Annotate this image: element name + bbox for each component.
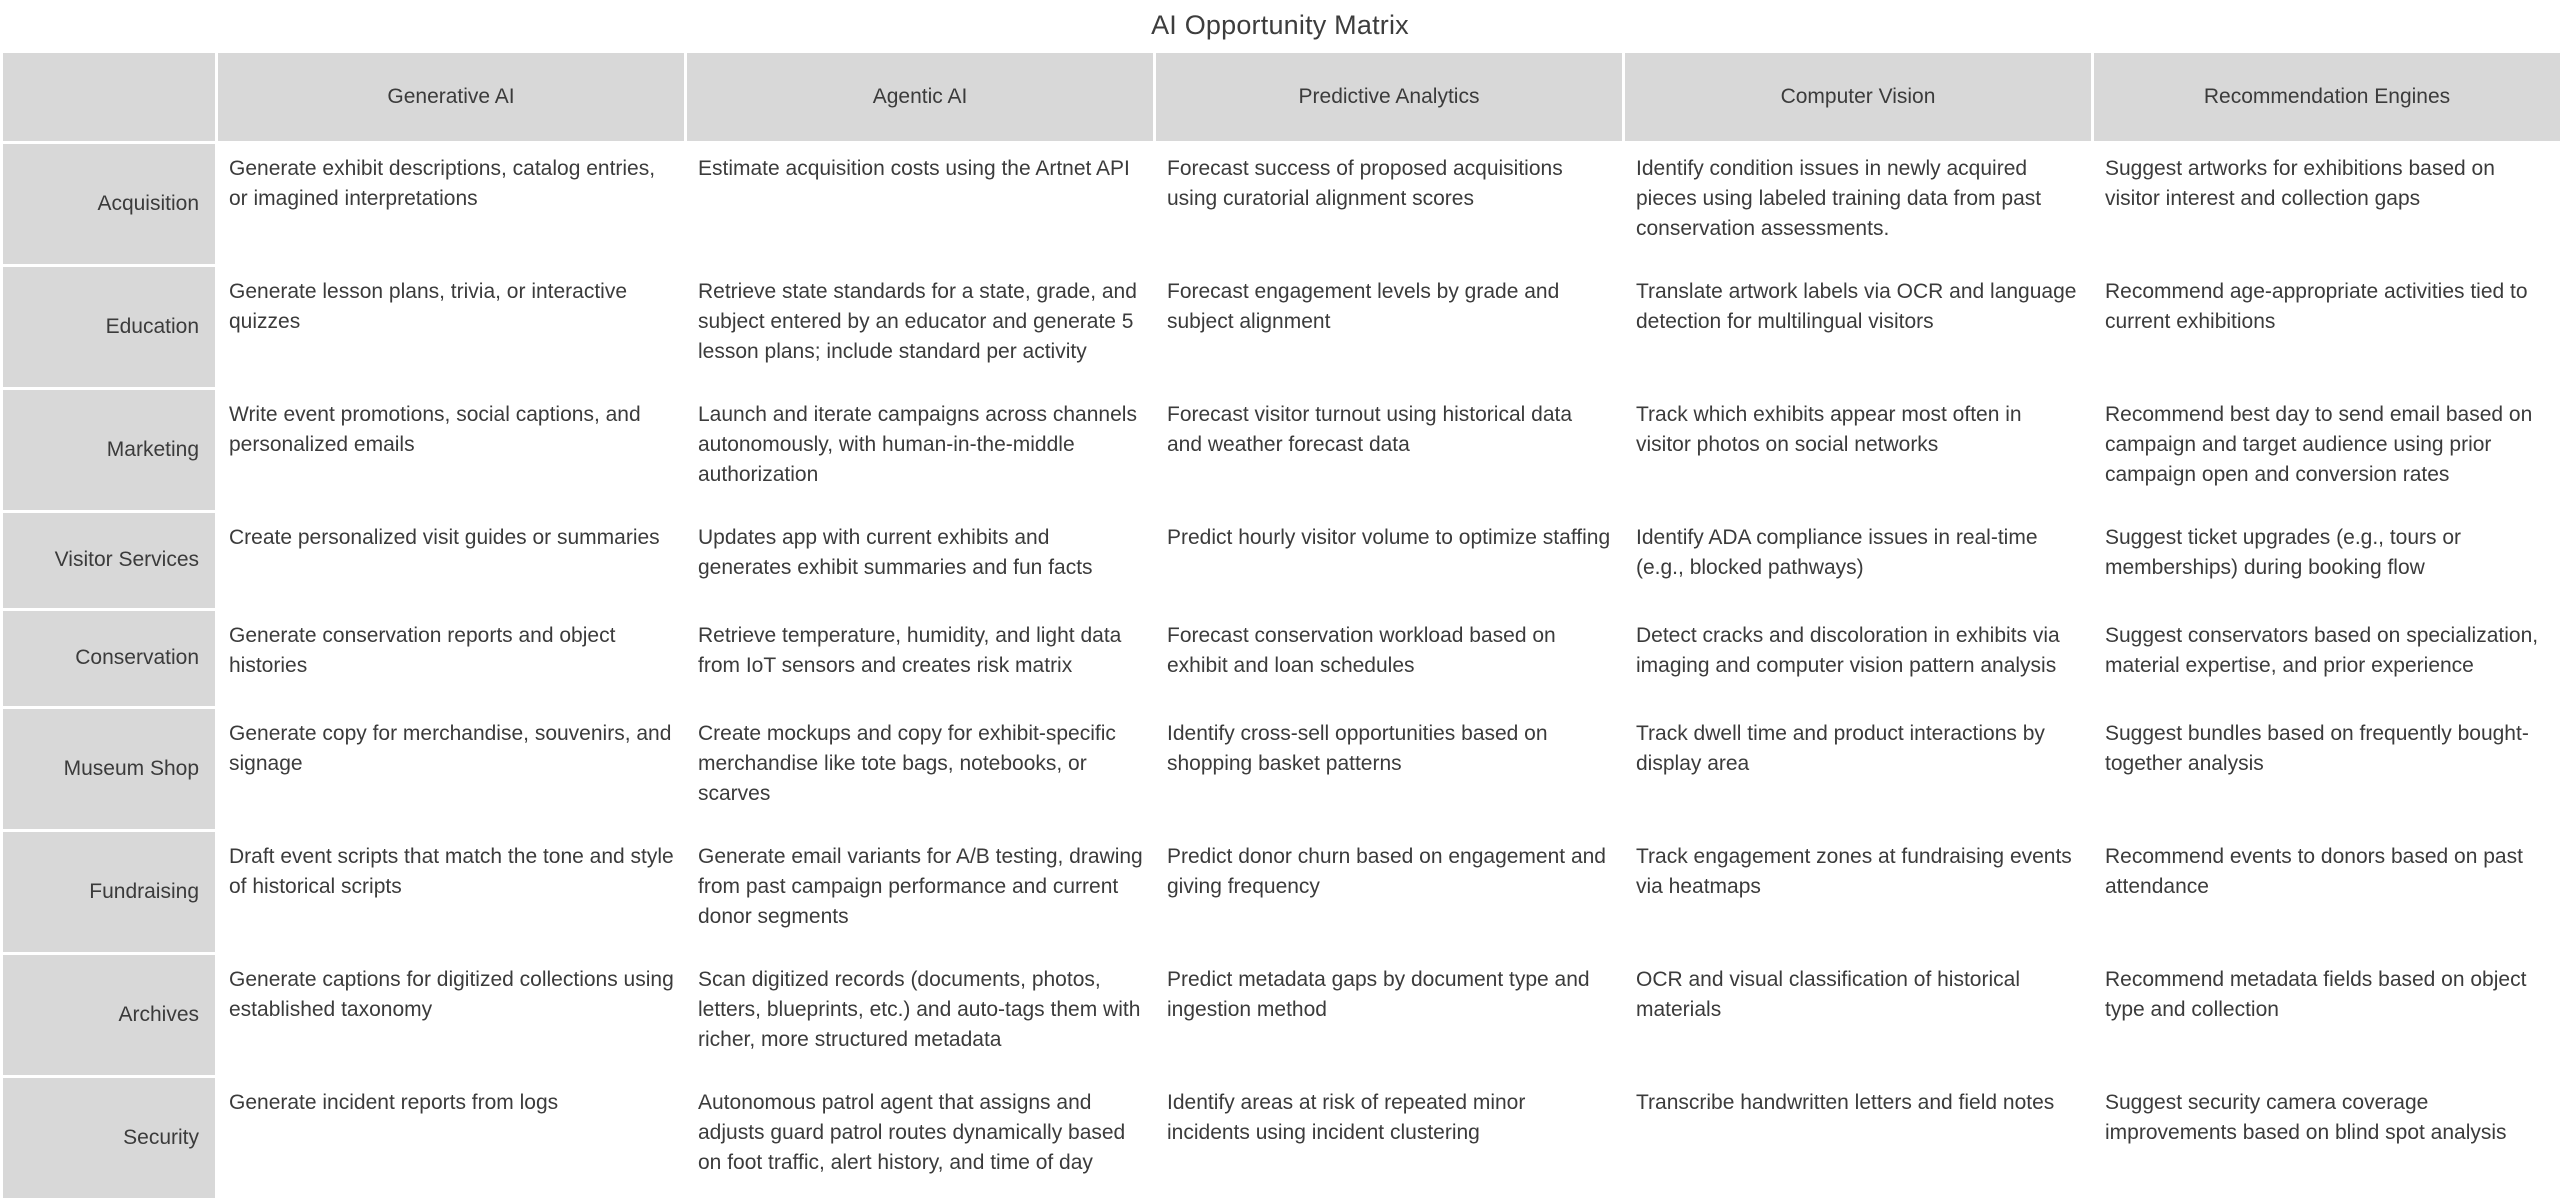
cell-archives-recommendation-engines: Recommend metadata fields based on object type and collection — [2094, 955, 2560, 1075]
table-row — [3, 144, 2560, 264]
cell-conservation-agentic-ai: Retrieve temperature, humidity, and light data from IoT sensors and creates risk matrix — [687, 611, 1153, 706]
cell-conservation-predictive-analytics: Forecast conservation workload based on exhibit and loan schedules — [1156, 611, 1622, 706]
cell-fundraising-computer-vision: Track engagement zones at fundraising events via heatmaps — [1625, 832, 2091, 952]
cell-archives-computer-vision: OCR and visual classification of historical materials — [1625, 955, 2091, 1075]
cell-marketing-predictive-analytics: Forecast visitor turnout using historical data and weather forecast data — [1156, 390, 1622, 510]
opportunity-matrix-table — [0, 50, 2560, 1201]
column-header-computer-vision: Computer Vision — [1625, 53, 2091, 141]
cell-marketing-recommendation-engines: Recommend best day to send email based on campaign and target audience using prior campaign open and conversion rates — [2094, 390, 2560, 510]
cell-security-computer-vision: Transcribe handwritten letters and field notes — [1625, 1078, 2091, 1198]
cell-conservation-generative-ai: Generate conservation reports and object histories — [218, 611, 684, 706]
cell-museum-shop-predictive-analytics: Identify cross-sell opportunities based on shopping basket patterns — [1156, 709, 1622, 829]
cell-education-computer-vision: Translate artwork labels via OCR and language detection for multilingual visitors — [1625, 267, 2091, 387]
matrix-container — [0, 50, 2560, 1201]
cell-fundraising-predictive-analytics: Predict donor churn based on engagement and giving frequency — [1156, 832, 1622, 952]
row-header-conservation: Conservation — [3, 611, 215, 706]
table-row — [3, 267, 2560, 387]
row-header-museum-shop: Museum Shop — [3, 709, 215, 829]
row-header-marketing: Marketing — [3, 390, 215, 510]
cell-marketing-agentic-ai: Launch and iterate campaigns across channels autonomously, with human-in-the-middle authorization — [687, 390, 1153, 510]
cell-education-generative-ai: Generate lesson plans, trivia, or interactive quizzes — [218, 267, 684, 387]
cell-visitor-services-computer-vision: Identify ADA compliance issues in real-time (e.g., blocked pathways) — [1625, 513, 2091, 608]
cell-conservation-recommendation-engines: Suggest conservators based on specialization, material expertise, and prior experience — [2094, 611, 2560, 706]
cell-visitor-services-recommendation-engines: Suggest ticket upgrades (e.g., tours or memberships) during booking flow — [2094, 513, 2560, 608]
table-row — [3, 513, 2560, 608]
cell-museum-shop-recommendation-engines: Suggest bundles based on frequently bought-together analysis — [2094, 709, 2560, 829]
cell-museum-shop-generative-ai: Generate copy for merchandise, souvenirs, and signage — [218, 709, 684, 829]
table-row — [3, 955, 2560, 1075]
cell-archives-agentic-ai: Scan digitized records (documents, photos, letters, blueprints, etc.) and auto-tags them with richer, more structured metadata — [687, 955, 1153, 1075]
corner-cell — [3, 53, 215, 141]
row-header-archives: Archives — [3, 955, 215, 1075]
column-header-agentic-ai: Agentic AI — [687, 53, 1153, 141]
table-head — [3, 53, 2560, 141]
row-header-acquisition: Acquisition — [3, 144, 215, 264]
table-row — [3, 1078, 2560, 1198]
cell-education-agentic-ai: Retrieve state standards for a state, grade, and subject entered by an educator and generate 5 lesson plans; include standard per activity — [687, 267, 1153, 387]
header-row — [3, 53, 2560, 141]
cell-fundraising-agentic-ai: Generate email variants for A/B testing, drawing from past campaign performance and current donor segments — [687, 832, 1153, 952]
cell-archives-generative-ai: Generate captions for digitized collections using established taxonomy — [218, 955, 684, 1075]
column-header-generative-ai: Generative AI — [218, 53, 684, 141]
column-header-recommendation-engines: Recommendation Engines — [2094, 53, 2560, 141]
table-body — [3, 144, 2560, 1198]
cell-education-predictive-analytics: Forecast engagement levels by grade and subject alignment — [1156, 267, 1622, 387]
row-header-security: Security — [3, 1078, 215, 1198]
cell-fundraising-generative-ai: Draft event scripts that match the tone and style of historical scripts — [218, 832, 684, 952]
cell-acquisition-agentic-ai: Estimate acquisition costs using the Artnet API — [687, 144, 1153, 264]
table-row — [3, 832, 2560, 952]
table-row — [3, 390, 2560, 510]
cell-marketing-generative-ai: Write event promotions, social captions, and personalized emails — [218, 390, 684, 510]
cell-acquisition-computer-vision: Identify condition issues in newly acquired pieces using labeled training data from past conservation assessments. — [1625, 144, 2091, 264]
cell-acquisition-generative-ai: Generate exhibit descriptions, catalog entries, or imagined interpretations — [218, 144, 684, 264]
row-header-education: Education — [3, 267, 215, 387]
cell-museum-shop-computer-vision: Track dwell time and product interactions by display area — [1625, 709, 2091, 829]
title-bar — [0, 0, 2560, 50]
cell-marketing-computer-vision: Track which exhibits appear most often in visitor photos on social networks — [1625, 390, 2091, 510]
cell-acquisition-predictive-analytics: Forecast success of proposed acquisitions using curatorial alignment scores — [1156, 144, 1622, 264]
cell-archives-predictive-analytics: Predict metadata gaps by document type and ingestion method — [1156, 955, 1622, 1075]
cell-education-recommendation-engines: Recommend age-appropriate activities tied to current exhibitions — [2094, 267, 2560, 387]
cell-security-agentic-ai: Autonomous patrol agent that assigns and adjusts guard patrol routes dynamically based on foot traffic, alert history, and time of day — [687, 1078, 1153, 1198]
page-title: AI Opportunity Matrix — [1151, 9, 1409, 40]
row-header-fundraising: Fundraising — [3, 832, 215, 952]
cell-visitor-services-agentic-ai: Updates app with current exhibits and generates exhibit summaries and fun facts — [687, 513, 1153, 608]
cell-visitor-services-predictive-analytics: Predict hourly visitor volume to optimize staffing — [1156, 513, 1622, 608]
cell-security-generative-ai: Generate incident reports from logs — [218, 1078, 684, 1198]
table-row — [3, 709, 2560, 829]
cell-security-recommendation-engines: Suggest security camera coverage improvements based on blind spot analysis — [2094, 1078, 2560, 1198]
cell-visitor-services-generative-ai: Create personalized visit guides or summaries — [218, 513, 684, 608]
cell-conservation-computer-vision: Detect cracks and discoloration in exhibits via imaging and computer vision pattern analysis — [1625, 611, 2091, 706]
cell-acquisition-recommendation-engines: Suggest artworks for exhibitions based on visitor interest and collection gaps — [2094, 144, 2560, 264]
cell-museum-shop-agentic-ai: Create mockups and copy for exhibit-specific merchandise like tote bags, notebooks, or scarves — [687, 709, 1153, 829]
cell-security-predictive-analytics: Identify areas at risk of repeated minor incidents using incident clustering — [1156, 1078, 1622, 1198]
cell-fundraising-recommendation-engines: Recommend events to donors based on past attendance — [2094, 832, 2560, 952]
column-header-predictive-analytics: Predictive Analytics — [1156, 53, 1622, 141]
row-header-visitor-services: Visitor Services — [3, 513, 215, 608]
table-row — [3, 611, 2560, 706]
